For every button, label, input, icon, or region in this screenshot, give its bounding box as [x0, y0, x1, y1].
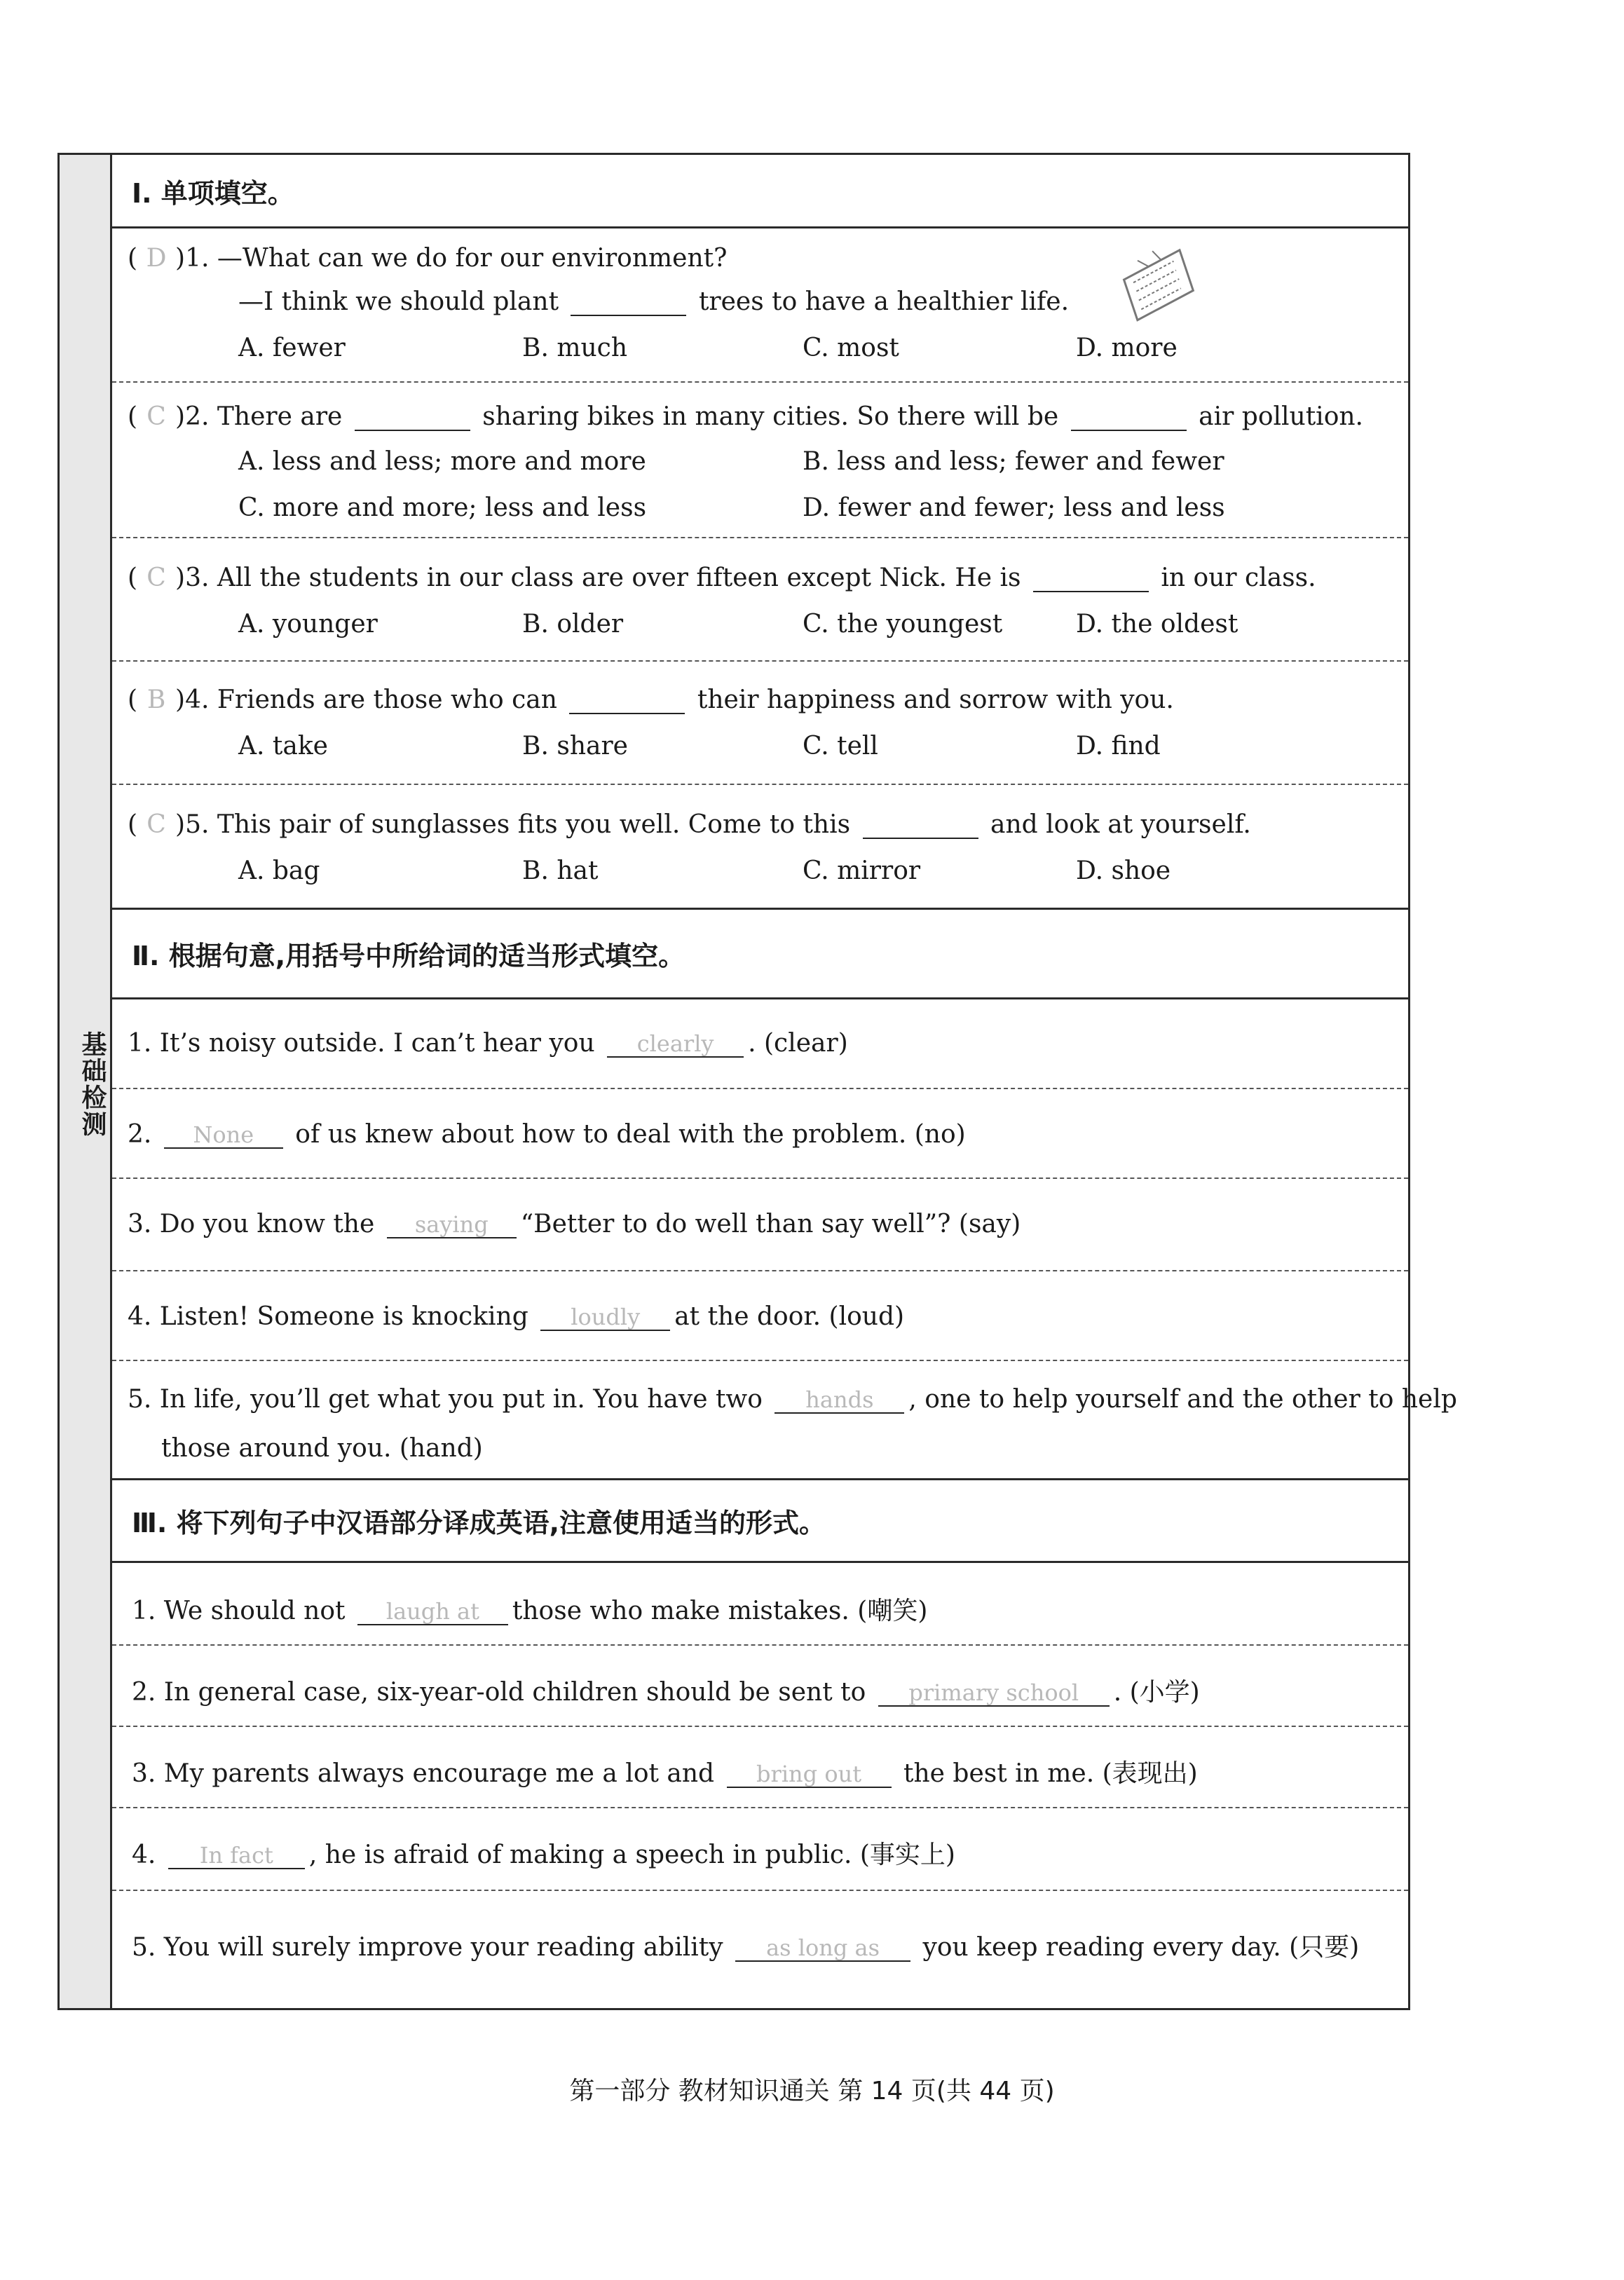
fill-item-5-line2: those around you. (hand) [161, 1434, 483, 1463]
answer-1: D [146, 244, 167, 273]
stamp-icon [1114, 238, 1206, 322]
answer-3: C [146, 564, 166, 592]
answer-5: C [146, 810, 166, 839]
translate-item-4: 4. In fact , he is afraid of making a speech in public. (事实上) [112, 1808, 1408, 1891]
mc-question-3: ( C )3. All the students in our class are over fifteen except Nick. He is in our class. A. younger B. older C. the youngest D. the oldest [112, 538, 1408, 662]
fill-item-2: 2. None of us knew about how to deal with the problem. (no) [112, 1089, 1408, 1179]
sidebar [60, 155, 112, 2008]
blank [569, 688, 685, 714]
option: C. mirror [803, 856, 921, 885]
q1-line1: —What can we do for our environment? [217, 244, 728, 273]
fill-item-5: 5. In life, you’ll get what you put in. You have two hands , one to help yourself and the other to help those around you. (hand) [112, 1361, 1408, 1480]
page-footer: 第一部分 教材知识通关 第 14 页(共 44 页) [569, 2077, 1055, 2105]
option: C. most [803, 334, 899, 362]
translate-item-5: 5. You will surely improve your reading ability as long as you keep reading every day. (只要) [132, 1933, 1360, 1962]
option: D. shoe [1076, 856, 1171, 885]
blank [571, 289, 686, 316]
option: B. older [522, 610, 624, 639]
fill-item-4: 4. Listen! Someone is knocking loudly at the door. (loud) [112, 1271, 1408, 1361]
translate-item-3: 3. My parents always encourage me a lot and bring out the best in me. (表现出) [112, 1727, 1408, 1808]
translate-item-1: 1. We should not laugh at those who make mistakes. (嘲笑) [112, 1563, 1408, 1646]
option: A. less and less; more and more [238, 447, 646, 476]
mc-question-1: ( D )1. —What can we do for our environment? —I think we should plant trees to have a healthier life. A. fewer B. much C. most D. more [112, 228, 1408, 383]
section2-title: Ⅱ. 根据句意,用括号中所给词的适当形式填空。 [132, 941, 685, 971]
mc-question-5: ( C )5. This pair of sunglasses fits you well. Come to this and look at yourself. A. bag B. hat C. mirror D. shoe [112, 785, 1408, 910]
answer: hands [805, 1386, 874, 1413]
answer-4: B [146, 685, 166, 714]
answer: bring out [756, 1761, 862, 1787]
answer: as long as [766, 1934, 880, 1961]
answer: saying [414, 1211, 489, 1238]
option: C. the youngest [803, 610, 1003, 639]
option: C. tell [803, 732, 878, 760]
fill-item-1: 1. It’s noisy outside. I can’t hear you clearly . (clear) [112, 999, 1408, 1089]
section3-header [112, 1480, 1408, 1563]
mc-question-4: ( B )4. Friends are those who can their happiness and sorrow with you. A. take B. share C. tell D. find [112, 662, 1408, 785]
blank [863, 812, 978, 839]
option: D. more [1076, 334, 1178, 362]
section1-title: Ⅰ. 单项填空。 [132, 177, 294, 209]
option: A. take [238, 732, 328, 760]
answer: In fact [199, 1842, 273, 1869]
blank [1071, 404, 1187, 431]
option: D. find [1076, 732, 1161, 760]
answer: clearly [636, 1030, 714, 1057]
option: B. less and less; fewer and fewer [803, 447, 1224, 476]
option: C. more and more; less and less [238, 493, 647, 522]
mc-question-2: ( C )2. There are sharing bikes in many cities. So there will be air pollution. A. less and less; more and more B. less and less; fewer and fewer C. more and more; less and less D. fewer and fewer; less and less [112, 383, 1408, 538]
option: D. the oldest [1076, 610, 1239, 639]
answer-2: C [146, 402, 166, 431]
answer: laugh at [385, 1598, 479, 1625]
section2-header [112, 910, 1408, 999]
answer: None [193, 1121, 254, 1148]
section1-header [112, 155, 1408, 228]
translate-item-2: 2. In general case, six-year-old children should be sent to primary school . (小学) [112, 1646, 1408, 1727]
sidebar-label: 基础检测 [78, 1031, 107, 1138]
option: B. share [522, 732, 628, 760]
blank [1033, 566, 1149, 592]
answer: primary school [908, 1679, 1079, 1706]
worksheet-frame [57, 153, 1457, 2010]
option: A. fewer [238, 334, 346, 362]
option: B. much [522, 334, 628, 362]
option: A. bag [238, 856, 320, 885]
fill-item-3: 3. Do you know the saying “Better to do well than say well”? (say) [112, 1179, 1408, 1271]
section3-title: Ⅲ. 将下列句子中汉语部分译成英语,注意使用适当的形式。 [132, 1508, 826, 1538]
blank [355, 404, 470, 431]
option: D. fewer and fewer; less and less [803, 493, 1225, 522]
answer: loudly [571, 1304, 641, 1330]
option: B. hat [522, 856, 599, 885]
option: A. younger [238, 610, 378, 639]
worksheet-content [112, 155, 1457, 2008]
